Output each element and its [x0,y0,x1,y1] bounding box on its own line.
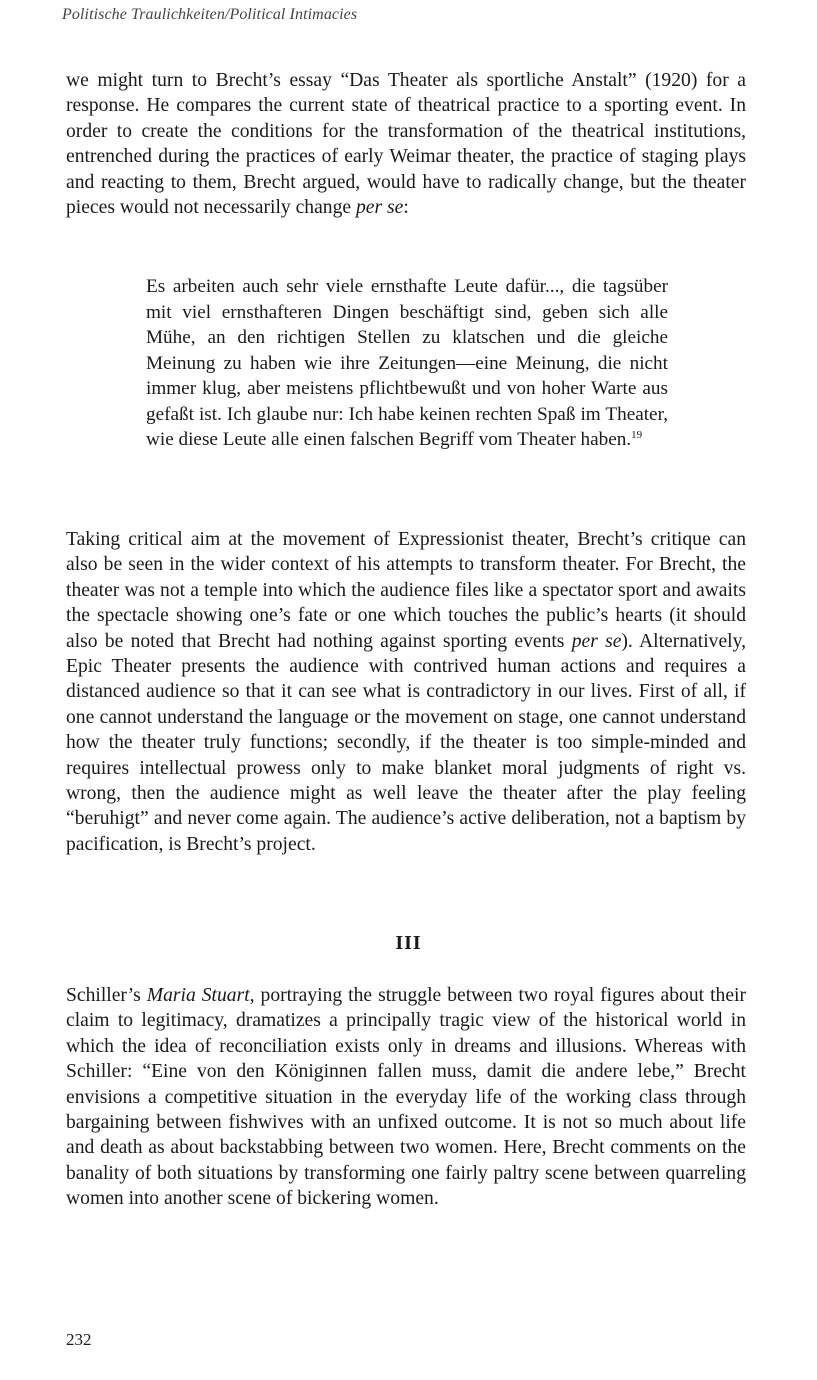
body-paragraph-2 [66,527,746,857]
italic-phrase: per se [356,197,404,219]
paragraph-text: Schiller’s [66,985,147,1006]
body-paragraph-1 [66,68,746,220]
paragraph-text: Taking critical aim at the movement of Expressionist theater, Brecht’s critique can also be seen in the wider context of his attempts to transform theater. For Brecht, the theater was not a temple into which the audience files like a spectator sport and awaits the spectacle showing one’s fate or one which touches the public’s hearts (it should also be noted that Brecht had nothing against sporting events [66,529,746,652]
footnote-reference: 19 [631,429,643,441]
section-heading: III [395,932,422,954]
page-number: 232 [66,1330,92,1349]
quote-text: Es arbeiten auch sehr viele ernsthafte Leute dafür..., die tagsüber mit viel ernsthafteren Dingen beschäftigt sind, geben sich alle Mühe, an den richtigen Stellen zu klatschen und die gleiche Meinung zu haben wie ihre Zeitungen—eine Meinung, die nicht immer klug, aber meistens pflichtbewußt und von hoher Warte aus gefaßt ist. Ich glaube nur: Ich habe keinen rechten Spaß im Theater, wie diese Leute alle einen falschen Begriff vom Theater haben. [146,276,668,450]
block-quote [146,274,668,453]
running-head: Politische Traulichkeiten/Political Intimacies [62,6,358,23]
paragraph-text: , portraying the struggle between two royal figures about their claim to legitimacy, dramatizes a principally tragic view of the historical world in which the idea of reconciliation exists only in dreams and illusions. Whereas with Schiller: “Eine von den Königinnen fallen muss, damit die andere lebe,” Brecht envisions a competitive situation in the everyday life of the working class through bargaining between fishwives with an unfixed outcome. It is not so much about life and death as about backstabbing between two women. Here, Brecht comments on the banality of both situations by transforming one fairly paltry scene between quarreling women into another scene of bickering women. [66,985,746,1210]
paragraph-text: ). Alternatively, Epic Theater presents the audience with contrived human actions and requires a distanced audience so that it can see what is contradictory in our lives. First of all, if one cannot understand the language or the movement on stage, one cannot understand how the theater truly functions; secondly, if the theater is too simple-minded and requires intellectual prowess only to make blanket moral judgments of right vs. wrong, then the audience might as well leave the theater after the play feeling “beruhigt” and never come again. The audience’s active deliberation, not a baptism by pacification, is Brecht’s project. [66,630,747,855]
paragraph-text: : [403,197,409,219]
paragraph-text: we might turn to Brecht’s essay “Das Theater als sportliche Anstalt” (1920) for a response. He compares the current state of theatrical practice to a sporting event. In order to create the conditions for the transformation of the theatrical institutions, entrenched during the practices of early Weimar theater, the practice of staging plays and reacting to them, Brecht argued, would have to radically change, but the theater pieces would not necessarily change [66,70,746,219]
italic-phrase: per se [571,630,622,652]
body-paragraph-3 [66,983,746,1212]
italic-title: Maria Stuart [146,985,250,1006]
